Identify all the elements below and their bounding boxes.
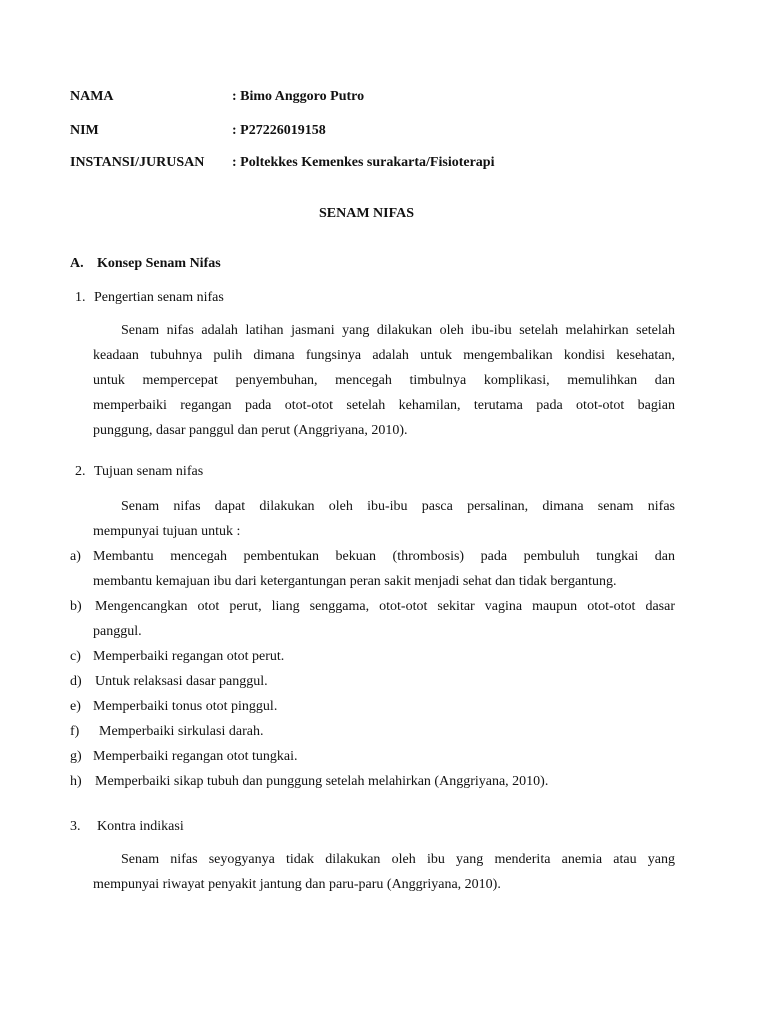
sub1-heading: Pengertian senam nifas <box>94 290 224 305</box>
list-item-line: Untuk relaksasi dasar panggul. <box>95 674 268 689</box>
sub1-paragraph-line: memperbaiki regangan pada otot-otot setelah kehamilan, terutama pada otot-otot bagian <box>93 398 675 413</box>
list-item-line: Memperbaiki sirkulasi darah. <box>99 724 264 739</box>
list-marker: a) <box>70 549 81 564</box>
sub3-heading: Kontra indikasi <box>97 819 184 834</box>
sub1-paragraph-line: untuk mempercepat penyembuhan, mencegah timbulnya komplikasi, memulihkan dan <box>93 373 675 388</box>
list-marker: e) <box>70 699 81 714</box>
header-label-nama: NAMA <box>70 89 114 104</box>
sub1-paragraph-line: Senam nifas adalah latihan jasmani yang dilakukan oleh ibu-ibu setelah melahirkan setelah <box>121 323 675 338</box>
header-value-instansi: : Poltekkes Kemenkes surakarta/Fisioterapi <box>232 155 495 170</box>
sub3-paragraph-line: Senam nifas seyogyanya tidak dilakukan oleh ibu yang menderita anemia atau yang <box>121 852 675 867</box>
sub1-paragraph-line: keadaan tubuhnya pulih dimana fungsinya adalah untuk mengembalikan kondisi kesehatan, <box>93 348 675 363</box>
header-label-nim: NIM <box>70 123 99 138</box>
list-marker: g) <box>70 749 82 764</box>
list-marker: d) <box>70 674 82 689</box>
list-item-line: Memperbaiki regangan otot perut. <box>93 649 285 664</box>
sub1-paragraph-line: punggung, dasar panggul dan perut (Anggriyana, 2010). <box>93 423 408 438</box>
header-value-nim: : P27226019158 <box>232 123 326 138</box>
section-a-marker: A. <box>70 256 84 271</box>
header-label-instansi: INSTANSI/JURUSAN <box>70 155 205 170</box>
sub2-paragraph-line: mempunyai tujuan untuk : <box>93 524 241 539</box>
header-value-nama: : Bimo Anggoro Putro <box>232 89 365 104</box>
list-item-line: Memperbaiki sikap tubuh dan punggung setelah melahirkan (Anggriyana, 2010). <box>95 774 549 789</box>
list-item-line: Memperbaiki regangan otot tungkai. <box>93 749 298 764</box>
list-item-line: Mengencangkan otot perut, liang senggama, otot-otot sekitar vagina maupun otot-otot dasar <box>95 599 675 614</box>
section-a-heading: Konsep Senam Nifas <box>97 256 221 271</box>
list-item-line: Membantu mencegah pembentukan bekuan (thrombosis) pada pembuluh tungkai dan <box>93 549 675 564</box>
list-marker: b) <box>70 599 82 614</box>
list-marker: h) <box>70 774 82 789</box>
list-item-line: membantu kemajuan ibu dari ketergantungan peran sakit menjadi sehat dan tidak bergantung. <box>93 574 617 589</box>
sub3-marker: 3. <box>70 819 81 834</box>
page-title: SENAM NIFAS <box>319 206 415 221</box>
list-item-line: Memperbaiki tonus otot pinggul. <box>93 699 278 714</box>
list-marker: f) <box>70 724 80 739</box>
sub2-heading: Tujuan senam nifas <box>94 464 204 479</box>
sub2-marker: 2. <box>75 464 86 479</box>
sub1-marker: 1. <box>75 290 86 305</box>
list-marker: c) <box>70 649 81 664</box>
list-item-line: panggul. <box>93 624 142 639</box>
sub2-paragraph-line: Senam nifas dapat dilakukan oleh ibu-ibu pasca persalinan, dimana senam nifas <box>121 499 675 514</box>
sub3-paragraph-line: mempunyai riwayat penyakit jantung dan paru-paru (Anggriyana, 2010). <box>93 877 501 892</box>
